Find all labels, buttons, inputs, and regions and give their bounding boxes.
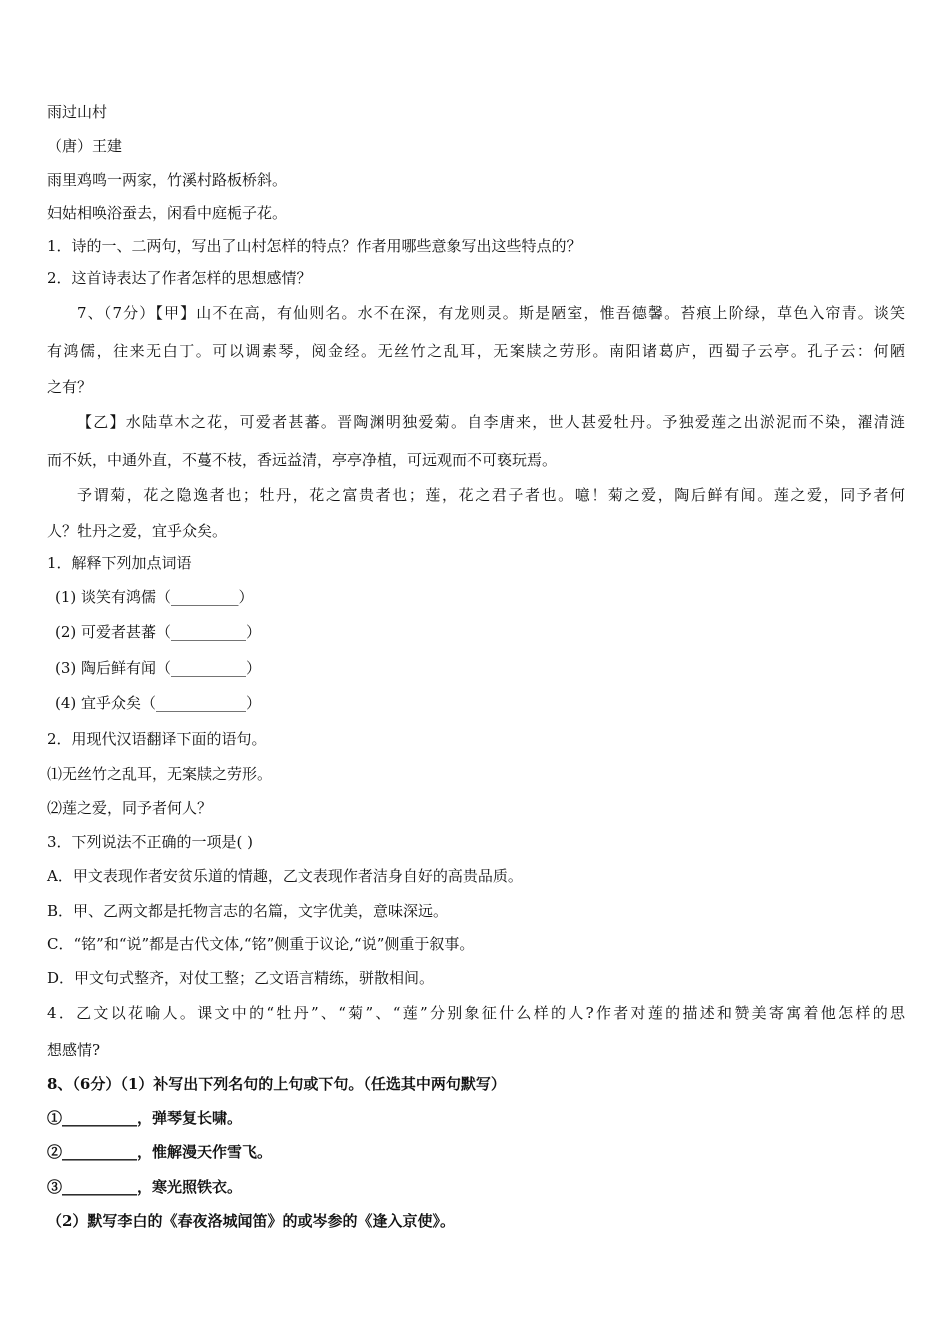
poem-question-2: 2．这首诗表达了作者怎样的思想感情？ [47, 269, 312, 287]
q7-jia-line-3: 之有？ [47, 378, 93, 396]
q7-q1-item-4: (4) 宜乎众矣（____________） [55, 694, 262, 712]
q7-q2-title: 2．用现代汉语翻译下面的语句。 [47, 730, 267, 748]
q7-q3-option-d: D．甲文句式整齐，对仗工整；乙文语言精练，骈散相间。 [47, 969, 435, 987]
q8-item-2: ②__________，惟解漫天作雪飞。 [47, 1143, 273, 1161]
q7-q3-option-a: A．甲文表现作者安贫乐道的情趣，乙文表现作者洁身自好的高贵品质。 [47, 867, 523, 885]
q8-title: 8、（6分）（1）补写出下列名句的上句或下句。（任选其中两句默写） [47, 1075, 506, 1093]
q7-q2-item-1: ⑴无丝竹之乱耳，无案牍之劳形。 [47, 765, 273, 783]
q7-q1-item-2: (2) 可爱者甚蕃（__________） [55, 623, 262, 641]
poem-title: 雨过山村 [47, 103, 108, 121]
q7-q1-title: 1．解释下列加点词语 [47, 554, 192, 572]
q7-q2-item-2: ⑵莲之爱，同予者何人？ [47, 799, 213, 817]
q7-yi-line-4: 人？牡丹之爱，宜乎众矣。 [47, 522, 228, 540]
q8-item-1: ①__________，弹琴复长啸。 [47, 1109, 243, 1127]
q7-jia-line-1: 7、（7分）【甲】山不在高，有仙则名。水不在深，有龙则灵。斯是陋室，惟吾德馨。苔痕上阶绿，草色入帘青。谈笑 [77, 304, 905, 322]
q7-q1-item-3: (3) 陶后鲜有闻（__________） [55, 659, 262, 677]
q7-yi-line-2: 而不妖，中通外直，不蔓不枝，香远益清，亭亭净植，可远观而不可亵玩焉。 [47, 451, 558, 469]
q7-yi-line-1: 【乙】水陆草木之花，可爱者甚蕃。晋陶渊明独爱菊。自李唐来，世人甚爱牡丹。予独爱莲之出淤泥而不染，濯清涟 [77, 413, 905, 431]
q7-q4-line-2: 想感情? [47, 1041, 101, 1059]
poem-line-1: 雨里鸡鸣一两家，竹溪村路板桥斜。 [47, 171, 288, 189]
q8-part-2: （2）默写李白的《春夜洛城闻笛》的或岑参的《逢入京使》。 [47, 1212, 455, 1230]
poem-author: （唐）王建 [47, 137, 123, 155]
q7-jia-line-2: 有鸿儒，往来无白丁。可以调素琴，阅金经。无丝竹之乱耳，无案牍之劳形。南阳诸葛庐，西蜀子云亭。孔子云：何陋 [47, 342, 905, 360]
q7-q1-item-1: (1) 谈笑有鸿儒（_________） [55, 588, 254, 606]
q7-q3-option-c: C．“铭”和“说”都是古代文体,“铭”侧重于议论,“说”侧重于叙事。 [47, 935, 475, 953]
q8-item-3: ③__________，寒光照铁衣。 [47, 1178, 243, 1196]
q7-q4-line-1: 4．乙文以花喻人。课文中的“牡丹”、“菊”、“莲”分别象征什么样的人?作者对莲的描述和赞美寄寓着他怎样的思 [47, 1004, 905, 1022]
poem-line-2: 妇姑相唤浴蚕去，闲看中庭栀子花。 [47, 204, 288, 222]
q7-q3-title: 3．下列说法不正确的一项是( ) [47, 833, 254, 851]
q7-yi-line-3: 予谓菊，花之隐逸者也；牡丹，花之富贵者也；莲，花之君子者也。噫！菊之爱，陶后鲜有闻。莲之爱，同予者何 [77, 486, 905, 504]
q7-q3-option-b: B．甲、乙两文都是托物言志的名篇，文字优美，意味深远。 [47, 902, 449, 920]
poem-question-1: 1．诗的一、二两句，写出了山村怎样的特点？作者用哪些意象写出这些特点的？ [47, 237, 582, 255]
